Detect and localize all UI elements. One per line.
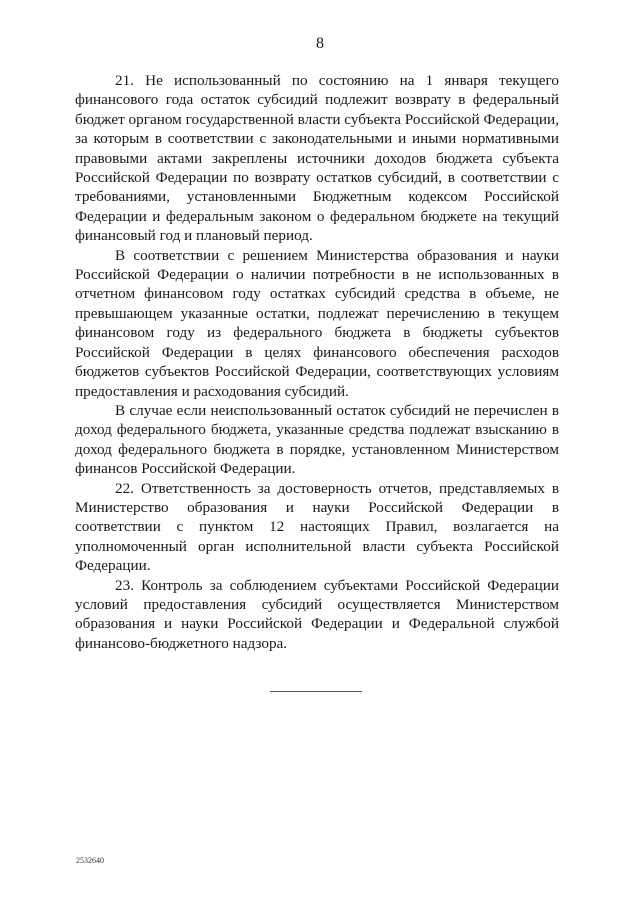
- paragraph-unused-balance-transfer: В соответствии с решением Министерства образования и науки Российской Федерации о наличии потребности в не использованных в отчетном финансовом году остатках субсидий средства в объеме, не превышающем указанные остатки, подлежат перечислению в текущем финансовом году из федерального бюджета в бюджеты субъектов Российской Федерации в целях финансового обеспечения расходов бюджетов субъектов Российской Федерации, соответствующих условиям предоставления и расходования субсидий.: [75, 246, 559, 400]
- paragraph-22: 22. Ответственность за достоверность отчетов, представляемых в Министерство образования и науки Российской Федерации в соответствии с пунктом 12 настоящих Правил, возлагается на уполномоченный орган исполнительной власти субъекта Российской Федерации.: [75, 479, 559, 575]
- paragraph-23: 23. Контроль за соблюдением субъектами Российской Федерации условий предоставления субсидий осуществляется Министерством образования и науки Российской Федерации и Федеральной службой финансово-бюджетного надзора.: [75, 576, 559, 652]
- body-text: [75, 71, 559, 653]
- end-of-document-rule: [270, 691, 362, 692]
- page-number: 8: [316, 35, 324, 52]
- paragraph-21: 21. Не использованный по состоянию на 1 января текущего финансового года остаток субсидий подлежит возврату в федеральный бюджет органом государственной власти субъекта Российской Федерации, за которым в соответствии с законодательными и иными нормативными правовыми актами закреплены источники доходов бюджета субъекта Российской Федерации по возврату остатков субсидий, в соответствии с требованиями, установленными Бюджетным кодексом Российской Федерации и федеральным законом о федеральном бюджете на текущий финансовый год и плановый период.: [75, 72, 559, 245]
- paragraph-recovery: В случае если неиспользованный остаток субсидий не перечислен в доход федерального бюджета, указанные средства подлежат взысканию в доход федерального бюджета в порядке, установленном Министерством финансов Российской Федерации.: [75, 401, 559, 478]
- document-number: 2532640: [76, 856, 104, 865]
